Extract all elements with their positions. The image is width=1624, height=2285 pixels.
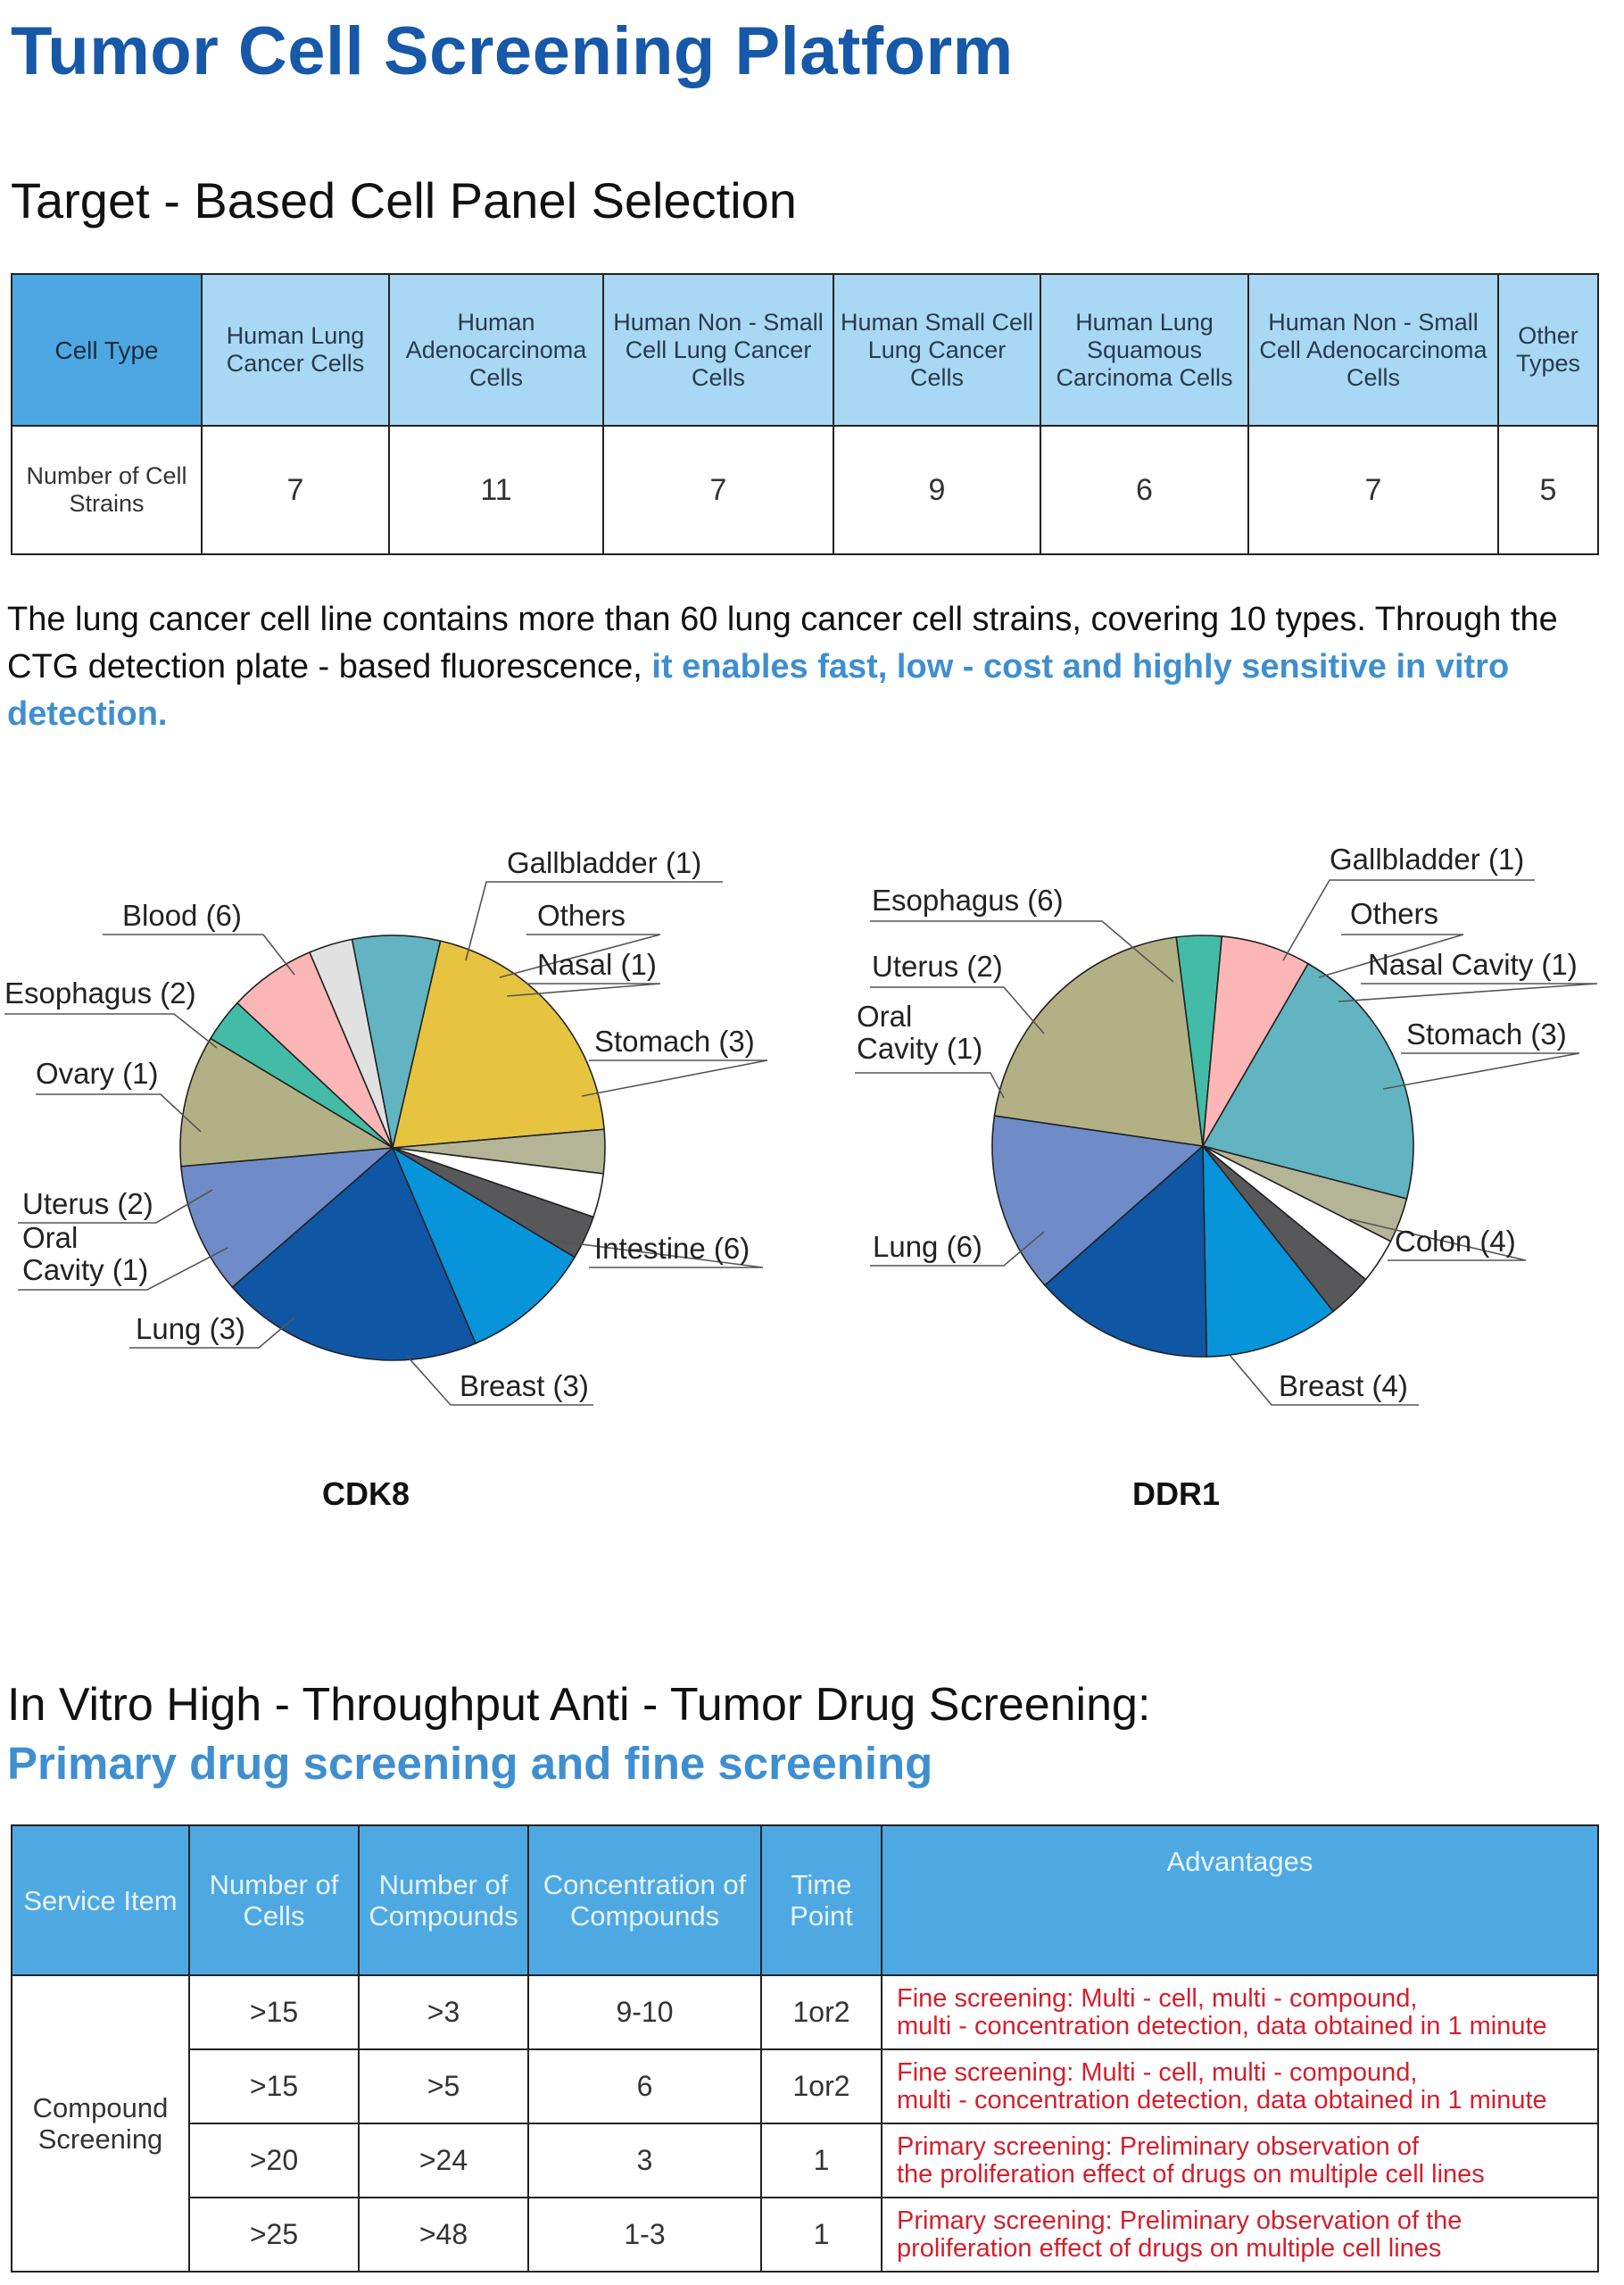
table-cell: 1or2 — [761, 2049, 882, 2123]
table-cell: 1-3 — [528, 2198, 761, 2272]
service-item-cell: Compound Screening — [12, 1975, 189, 2272]
table-row — [12, 2123, 1598, 2198]
table-cell: >24 — [359, 2123, 528, 2198]
column-header: Other Types — [1498, 274, 1598, 426]
column-header: Human Non - Small Cell Adenocarcinoma Cells — [1248, 274, 1498, 426]
table-cell: 6 — [528, 2049, 761, 2123]
slice-label: Others — [537, 899, 626, 932]
column-header: Concentration of Compounds — [528, 1825, 761, 1975]
table-cell: 7 — [202, 426, 389, 554]
screening-table — [11, 1824, 1599, 2273]
table-cell: 5 — [1498, 426, 1598, 554]
advantage-cell — [882, 2049, 1598, 2123]
slice-label: Uterus (2) — [872, 950, 1003, 983]
column-header: Number of Compounds — [359, 1825, 528, 1975]
table-cell: 1 — [761, 2123, 882, 2198]
table-cell: 3 — [528, 2123, 761, 2198]
advantage-line: Primary screening: Preliminary observation of — [897, 2131, 1420, 2161]
column-header: Number of Cells — [189, 1825, 359, 1975]
table-cell: 6 — [1040, 426, 1248, 554]
leader-line — [582, 1060, 767, 1096]
advantage-cell — [882, 2198, 1598, 2272]
pie-title-cdk8: CDK8 — [321, 1475, 410, 1512]
cell-strain-count-row — [12, 426, 1598, 554]
leader-line — [855, 1073, 1004, 1098]
table-cell: >20 — [189, 2123, 359, 2198]
slice-label: Intestine (6) — [594, 1232, 750, 1265]
table-cell: >25 — [189, 2198, 359, 2272]
intro-highlight: it enables fast, low - cost and highly sensitive in vitro detection. — [7, 648, 1510, 733]
column-header: Human Lung Cancer Cells — [202, 274, 389, 426]
table-cell: >15 — [189, 2049, 359, 2123]
table-cell: >5 — [359, 2049, 528, 2123]
slice-label: Breast (3) — [460, 1369, 589, 1402]
table-cell: >15 — [189, 1975, 359, 2049]
slice-label: Stomach (3) — [594, 1025, 755, 1058]
table-row — [12, 2198, 1598, 2272]
table-row — [12, 2049, 1598, 2123]
column-header: Human Small Cell Lung Cancer Cells — [833, 274, 1040, 426]
column-header: Human Adenocarcinoma Cells — [389, 274, 603, 426]
column-header: Human Non - Small Cell Lung Cancer Cells — [603, 274, 833, 426]
table-row — [12, 1975, 1598, 2049]
pie-charts — [0, 821, 1624, 1535]
leader-line — [103, 935, 294, 975]
intro-text: The lung cancer cell line contains more than 60 lung cancer cell strains, covering 10 types. Through the CTG detection plate - based fluorescence, — [7, 601, 1558, 686]
slice-label: Uterus (2) — [22, 1187, 153, 1220]
table-cell: 1or2 — [761, 1975, 882, 2049]
section-title-drug-screening: In Vitro High - Throughput Anti - Tumor Drug Screening: — [7, 1679, 1151, 1731]
slice-label: Stomach (3) — [1406, 1018, 1567, 1051]
leader-line — [4, 1014, 217, 1048]
table-cell: 7 — [603, 426, 833, 554]
table-cell: >3 — [359, 1975, 528, 2049]
leader-line — [1338, 984, 1597, 1001]
slice-label: Lung (6) — [873, 1230, 982, 1263]
pie-title-ddr1: DDR1 — [1131, 1475, 1221, 1512]
pie-chart-ddr1 — [855, 843, 1597, 1405]
slice-label: Nasal Cavity (1) — [1368, 948, 1578, 981]
advantage-line: Fine screening: Multi - cell, multi - compound, — [897, 1983, 1418, 2013]
pie-slice — [994, 937, 1203, 1146]
advantage-cell — [882, 1975, 1598, 2049]
advantage-line: multi - concentration detection, data obtained in 1 minute — [897, 2085, 1547, 2115]
table-cell: 9 — [833, 426, 1040, 554]
slice-label: Esophagus (2) — [4, 976, 196, 1010]
cell-type-header: Cell Type — [12, 274, 202, 426]
slice-label: Lung (3) — [136, 1312, 245, 1345]
table-cell: 1 — [761, 2198, 882, 2272]
slice-label: Blood (6) — [122, 899, 242, 932]
table-cell: 9-10 — [528, 1975, 761, 2049]
pie-chart-cdk8 — [4, 846, 767, 1405]
slice-label: Nasal (1) — [537, 948, 657, 981]
slice-label: Gallbladder (1) — [507, 846, 702, 879]
leader-line — [1383, 1053, 1579, 1089]
leader-line — [36, 1094, 201, 1132]
slice-label: Breast (4) — [1279, 1369, 1408, 1402]
table-cell: 7 — [1248, 426, 1498, 554]
column-header: Time Point — [761, 1825, 882, 1975]
page-title: Tumor Cell Screening Platform — [11, 13, 1014, 89]
table-cell: 11 — [389, 426, 603, 554]
advantage-cell — [882, 2123, 1598, 2198]
column-header: Service Item — [12, 1825, 189, 1975]
column-header: Advantages — [882, 1825, 1598, 1975]
section-subtitle: Primary drug screening and fine screening — [7, 1738, 933, 1789]
intro-paragraph — [7, 596, 1622, 738]
slice-label: Oral Cavity (1) — [857, 1000, 983, 1065]
section-title-cell-panel: Target - Based Cell Panel Selection — [11, 172, 797, 228]
slice-label: Esophagus (6) — [872, 884, 1064, 917]
column-header: Human Lung Squamous Carcinoma Cells — [1040, 274, 1248, 426]
advantage-line: multi - concentration detection, data obtained in 1 minute — [897, 2011, 1547, 2040]
slice-label: Ovary (1) — [36, 1057, 159, 1090]
slice-label: Others — [1350, 897, 1439, 930]
row-label: Number of Cell Strains — [12, 426, 202, 554]
slice-label: Oral Cavity (1) — [22, 1221, 149, 1286]
slice-label: Colon (4) — [1395, 1225, 1516, 1258]
advantage-line: Fine screening: Multi - cell, multi - compound, — [897, 2057, 1418, 2087]
cell-panel-header-row — [12, 274, 1598, 426]
advantage-line: the proliferation effect of drugs on multiple cell lines — [897, 2159, 1485, 2189]
screening-header-row — [12, 1825, 1598, 1975]
advantage-line: Primary screening: Preliminary observation of the — [897, 2206, 1462, 2235]
slice-label: Gallbladder (1) — [1330, 843, 1525, 876]
table-cell: >48 — [359, 2198, 528, 2272]
advantage-line: proliferation effect of drugs on multiple cell lines — [897, 2233, 1442, 2263]
cell-panel-table — [11, 273, 1599, 555]
